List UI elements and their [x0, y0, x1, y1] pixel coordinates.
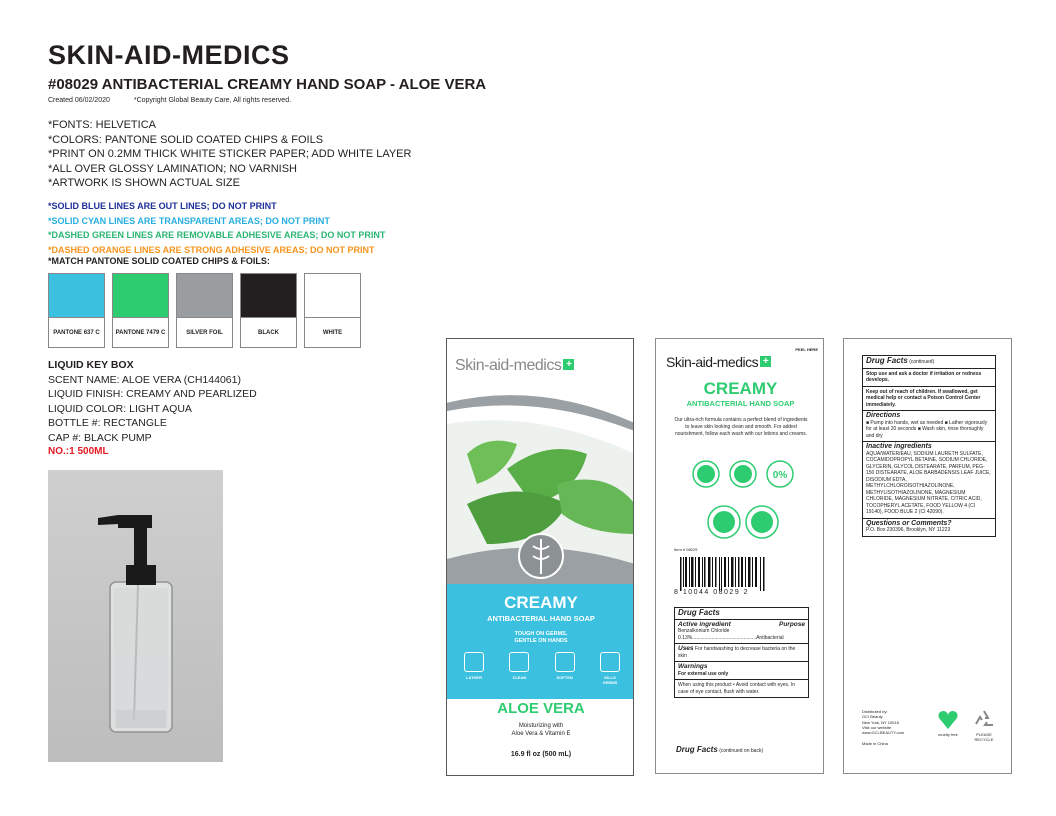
divider: [675, 619, 808, 620]
feature-soften: [552, 652, 578, 685]
swatch-chip: [304, 273, 361, 318]
key-blue: *SOLID BLUE LINES ARE OUT LINES; DO NOT PRINT: [48, 201, 277, 211]
questions-address: P.O. Box 230396, Brooklyn, NY 11223: [866, 527, 951, 533]
front-scent-title: ALOE VERA: [497, 700, 585, 717]
plus-icon: +: [760, 356, 771, 367]
front-logo: [455, 357, 574, 375]
uses-section: [678, 646, 805, 659]
directions-heading: Directions: [866, 412, 901, 419]
liquid-color: LIQUID COLOR: LIGHT AQUA: [48, 402, 192, 415]
keep-out-text: Keep out of reach of children. If swallowed, get medical help or contact a Poison Control Center immediately.: [866, 388, 981, 408]
created-date: Created 06/02/2020: [48, 97, 110, 104]
divider: [863, 410, 995, 411]
created-line: [48, 97, 313, 104]
drug-facts-continued-panel: [862, 355, 996, 537]
made-in: Made in China: [862, 741, 888, 747]
lather-icon: [464, 652, 484, 672]
liquid-key-box: [48, 358, 257, 460]
product-description: Our ultra-rich formula contains a perfect blend of ingredients to leave skin looking clean and smooth. For added nourishment, follow each wash with our lotions and creams.: [674, 417, 808, 437]
front-feature-icons: [461, 652, 623, 685]
back-label-2: [843, 338, 1012, 774]
drug-facts-heading: Drug Facts: [866, 356, 908, 365]
questions-heading: Questions or Comments?: [866, 519, 952, 527]
quantity: NO.:1 500ML: [48, 446, 109, 457]
spec-line: *ALL OVER GLOSSY LAMINATION; NO VARNISH: [48, 162, 297, 175]
svg-text:0%: 0%: [772, 470, 788, 481]
scent-name: SCENT NAME: ALOE VERA (CH144061): [48, 373, 241, 386]
swatch-title: *MATCH PANTONE SOLID COATED CHIPS & FOILS:: [48, 256, 270, 266]
swatch-chip: [240, 273, 297, 318]
front-product-type: ANTIBACTERIAL HAND SOAP: [487, 614, 595, 623]
feature-lather: [461, 652, 487, 685]
uses-heading: Uses: [678, 645, 694, 652]
divider: [863, 368, 995, 369]
swatch-black: [240, 273, 297, 348]
cruelty-free-label: cruelty free: [938, 732, 958, 737]
aloe-leaves-image: [447, 384, 634, 584]
recycle-badge: [968, 709, 1000, 742]
cap-number: CAP #: BLACK PUMP: [48, 431, 152, 444]
recycle-label: PLEASE RECYCLE: [974, 732, 994, 742]
plus-icon: +: [563, 359, 574, 370]
feature-label: LATHER: [466, 675, 482, 680]
spec-line: *FONTS: HELVETICA: [48, 119, 156, 131]
divider: [863, 386, 995, 387]
key-orange: *DASHED ORANGE LINES ARE STRONG ADHESIVE AREAS; DO NOT PRINT: [48, 244, 375, 255]
swatch-chip: [112, 273, 169, 318]
recycle-icon: [973, 709, 995, 731]
swatch-pantone-637c: [48, 273, 105, 348]
distributor-text: Distributed by: GCI Beauty New York, NY 10018 Visit our website www.GCI-BEAUTY.com: [862, 709, 905, 736]
swatch-label: WHITE: [304, 318, 361, 348]
active-ingredient-name: Benzalkonium Chloride: [678, 628, 730, 634]
feature-kills-germs: [597, 652, 623, 685]
bottle-number: BOTTLE #: RECTANGLE: [48, 417, 167, 429]
back-logo: [666, 354, 771, 370]
liquid-title: LIQUID KEY BOX: [48, 359, 134, 371]
swatch-label: PANTONE 637 C: [48, 318, 105, 348]
front-volume: 16.9 fl oz (500 mL): [510, 751, 572, 758]
directions-text: ■ Pump into hands, wet as needed ■ Lather vigorously for at least 20 seconds ■ Wash skin, rinse thoroughly and dry: [866, 419, 988, 439]
warnings-detail: When using this product • Avoid contact with eyes. In case of eye contact, flush with water.: [678, 682, 795, 695]
swatch-label: SILVER FOIL: [176, 318, 233, 348]
back-label-1: [655, 338, 824, 774]
active-ingredient-value: 0.13%..............................................Antibacterial: [678, 634, 784, 641]
drug-facts-continued: [676, 745, 763, 754]
clean-icon: [509, 652, 529, 672]
swatch-pantone-7479c: [112, 273, 169, 348]
spec-line: *PRINT ON 0.2MM THICK WHITE STICKER PAPER; ADD WHITE LAYER: [48, 148, 412, 160]
continued-note: (continued on back): [719, 748, 764, 754]
divider: [863, 441, 995, 442]
swatch-silver-foil: [176, 273, 233, 348]
back-creamy-title: CREAMY: [703, 379, 778, 398]
back-product-type: ANTIBACTERIAL HAND SOAP: [686, 399, 795, 408]
spec-line: *ARTWORK IS SHOWN ACTUAL SIZE: [48, 177, 240, 189]
logo-text: Skin-aid-medics: [455, 357, 562, 374]
front-creamy-title: CREAMY: [504, 593, 578, 612]
uses-text: For handwashing to decrease bacteria on the skin: [678, 646, 796, 659]
front-moisturizing: Moisturizing with Aloe Vera & Vitamin E: [511, 723, 571, 737]
feature-clean: [506, 652, 532, 685]
line-key-legend: [48, 199, 385, 257]
divider: [675, 661, 808, 662]
feature-label: KILLS GERMS: [602, 675, 618, 685]
heart-icon: [937, 709, 959, 731]
purpose-heading: Purpose: [778, 620, 805, 628]
pump-bottle-image: [48, 470, 223, 762]
distributor-info: [862, 709, 904, 747]
kills-germs-icon: [600, 652, 620, 672]
drug-facts-heading: Drug Facts: [678, 608, 720, 617]
inactive-text: AQUA/WATER/EAU, SODIUM LAURETH SULFATE, COCAMIDOPROPYL BETAINE, SODIUM CHLORIDE, GLYCERIN, GLYCOL DISTEARATE, PARFUM, PEG-150 DISTEARATE, ALOE BARBADENSIS LEAF JUICE, DISODIUM EDTA, METHYLCHLOROISOTHIAZOLINONE, METHYLISOTHIAZOLINONE, MAGNESIUM CHLORIDE, MAGNESIUM NITRATE, CITRIC ACID, TOCOPHERYL ACETATE, FOOD YELLOW 4 (CI 19140), FOOD BLUE 2 (CI 42090).: [866, 450, 991, 515]
swatch-chip: [48, 273, 105, 318]
continued-label: (continued): [909, 359, 935, 365]
bottle-photo: [48, 470, 223, 762]
peel-here-tab: PEEL HERE: [795, 347, 818, 352]
item-number: Item # 08029: [674, 547, 698, 552]
front-tagline: TOUGH ON GERMS, GENTLE ON HANDS: [514, 631, 568, 644]
swatch-chip: [176, 273, 233, 318]
logo-text: Skin-aid-medics: [666, 354, 759, 370]
feature-label: CLEAN: [512, 675, 527, 680]
swatch-white: [304, 273, 361, 348]
brand-title: SKIN-AID-MEDICS: [48, 40, 290, 70]
inactive-heading: Inactive ingredients: [866, 443, 932, 450]
badge-icons: [688, 454, 798, 544]
divider: [675, 679, 808, 680]
copyright: *Copyright Global Beauty Care, All rights reserved.: [133, 97, 292, 104]
cruelty-free-badge: [934, 709, 962, 737]
swatch-label: BLACK: [240, 318, 297, 348]
drug-facts-footer-heading: Drug Facts: [676, 745, 718, 754]
product-subtitle: #08029 ANTIBACTERIAL CREAMY HAND SOAP - ALOE VERA: [48, 76, 487, 93]
key-green: *DASHED GREEN LINES ARE REMOVABLE ADHESIVE AREAS; DO NOT PRINT: [48, 230, 386, 241]
divider: [863, 518, 995, 519]
spec-line: *COLORS: PANTONE SOLID COATED CHIPS & FOILS: [48, 133, 324, 146]
warnings-text: For external use only: [678, 670, 729, 677]
print-specs: [48, 118, 411, 191]
front-label: [446, 338, 634, 776]
divider: [675, 643, 808, 644]
warnings-heading: Warnings: [678, 663, 708, 670]
stop-use-text: Stop use and ask a doctor if irritation or redness develops.: [866, 370, 982, 383]
color-swatches: [48, 273, 361, 348]
swatch-label: PANTONE 7479 C: [112, 318, 169, 348]
liquid-finish: LIQUID FINISH: CREAMY AND PEARLIZED: [48, 388, 257, 400]
soften-icon: [555, 652, 575, 672]
feature-label: SOFTEN: [556, 675, 573, 680]
key-cyan: *SOLID CYAN LINES ARE TRANSPARENT AREAS; DO NOT PRINT: [48, 215, 330, 226]
active-ingredient-heading: Active ingredient: [678, 620, 731, 628]
drug-facts-panel: [674, 607, 809, 698]
barcode-number: 8 10044 08029 2: [674, 589, 750, 596]
